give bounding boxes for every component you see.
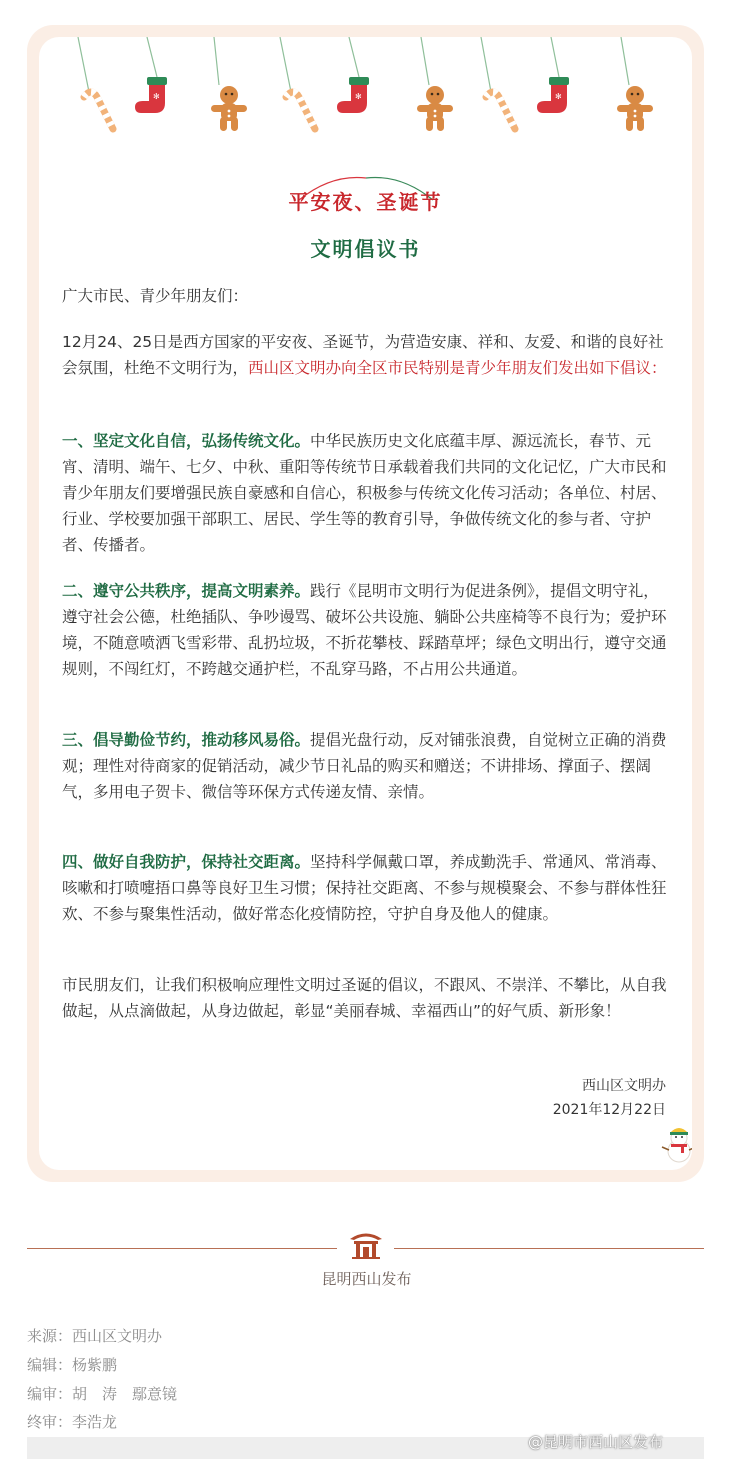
section-3-body: 提倡光盘行动，反对铺张浪费，自觉树立正确的消费观；理性对待商家的促销活动，减少节日礼品的购买和赠送；不讲排场、撑面子、摆阔气，多用电子贺卡、微信等环保方式传递友情、亲情。: [62, 731, 667, 801]
closing-paragraph: 市民朋友们，让我们积极响应理性文明过圣诞的倡议，不跟风、不崇洋、不攀比，从自我做起，从点滴做起，从身边做起，彰显“美丽春城、幸福西山”的好气质、新形象！: [62, 976, 667, 1020]
credit-final-reviewer: 终审：李浩龙: [27, 1413, 118, 1431]
gingerbread-icon: [417, 86, 453, 131]
title-line-2: 文明倡议书: [310, 237, 421, 261]
candy-cane-icon: [84, 92, 113, 129]
svg-text:✻: ✻: [355, 92, 362, 101]
christmas-ornaments: [39, 37, 692, 177]
intro-text: 12月24、25日是西方国家的平安夜、圣诞节，为营造安康、祥和、友爱、和谐的良好社会氛围，杜绝不文明行为，: [62, 333, 664, 377]
section-3-heading: 三、倡导勤俭节约，推动移风易俗。: [62, 731, 311, 749]
credit-source: 来源：西山区文明办: [27, 1327, 163, 1345]
signature-org: 西山区文明办: [582, 1078, 666, 1094]
section-4: [62, 849, 672, 927]
candy-cane-icon: [286, 92, 315, 129]
title-line-1: 平安夜、圣诞节: [288, 190, 443, 214]
gingerbread-icon: [211, 86, 247, 131]
intro-highlight: 西山区文明办向全区市民特别是青少年朋友们发出如下倡议：: [248, 359, 667, 377]
svg-text:✻: ✻: [153, 92, 160, 101]
section-4-body: 坚持科学佩戴口罩，养成勤洗手、常通风、常消毒、咳嗽和打喷嚏捂口鼻等良好卫生习惯；保持社交距离、不参与规模聚会、不参与群体性狂欢、不参与聚集性活动，做好常态化疫情防控，守护自身及他人的健康。: [62, 853, 667, 923]
weibo-watermark: @昆明市西山区发布: [528, 1433, 664, 1451]
section-1: [62, 428, 672, 558]
footer-brand: 昆明西山发布: [321, 1270, 412, 1288]
gingerbread-icon: [617, 86, 653, 131]
section-4-heading: 四、做好自我防护，保持社交距离。: [62, 853, 311, 871]
svg-text:✻: ✻: [555, 92, 562, 101]
credit-editor: 编辑：杨紫鹏: [27, 1356, 118, 1374]
intro-paragraph: [62, 329, 672, 381]
snowman-icon: [659, 1125, 692, 1165]
stocking-icon: [135, 77, 167, 113]
section-1-body: 中华民族历史文化底蕴丰厚、源远流长，春节、元宵、清明、端午、七夕、中秋、重阳等传统节日承载着我们共同的文化记忆，广大市民和青少年朋友们要增强民族自豪感和自信心，积极参与传统文化传习活动；各单位、村居、行业、学校要加强干部职工、居民、学生等的教育引导，争做传统文化的参与者、守护者、传播者。: [62, 432, 667, 554]
footer-divider-right: [394, 1248, 704, 1249]
signature-date: 2021年12月22日: [552, 1102, 666, 1118]
footer-divider-left: [27, 1248, 337, 1249]
section-2-body: 践行《昆明市文明行为促进条例》，提倡文明守礼，遵守社会公德，杜绝插队、争吵谩骂、破坏公共设施、躺卧公共座椅等不良行为；爱护环境，不随意喷洒飞雪彩带、乱扔垃圾，不折花攀枝、踩踏草坪；绿色文明出行，遵守交通规则，不闯红灯，不跨越交通护栏，不乱穿马路，不占用公共通道。: [62, 582, 667, 678]
candy-cane-icon: [486, 92, 515, 129]
temple-logo-icon: [348, 1230, 384, 1260]
section-1-heading: 一、坚定文化自信，弘扬传统文化。: [62, 432, 311, 450]
greeting: 广大市民、青少年朋友们：: [62, 287, 249, 305]
stocking-icon: [337, 77, 369, 113]
credit-reviewer: 编审：胡 涛 鄢意镜: [27, 1385, 178, 1403]
section-3: [62, 727, 672, 805]
section-2-heading: 二、遵守公共秩序，提高文明素养。: [62, 582, 311, 600]
letter-card: [39, 37, 692, 1170]
section-2: [62, 578, 672, 682]
stocking-icon: [537, 77, 569, 113]
